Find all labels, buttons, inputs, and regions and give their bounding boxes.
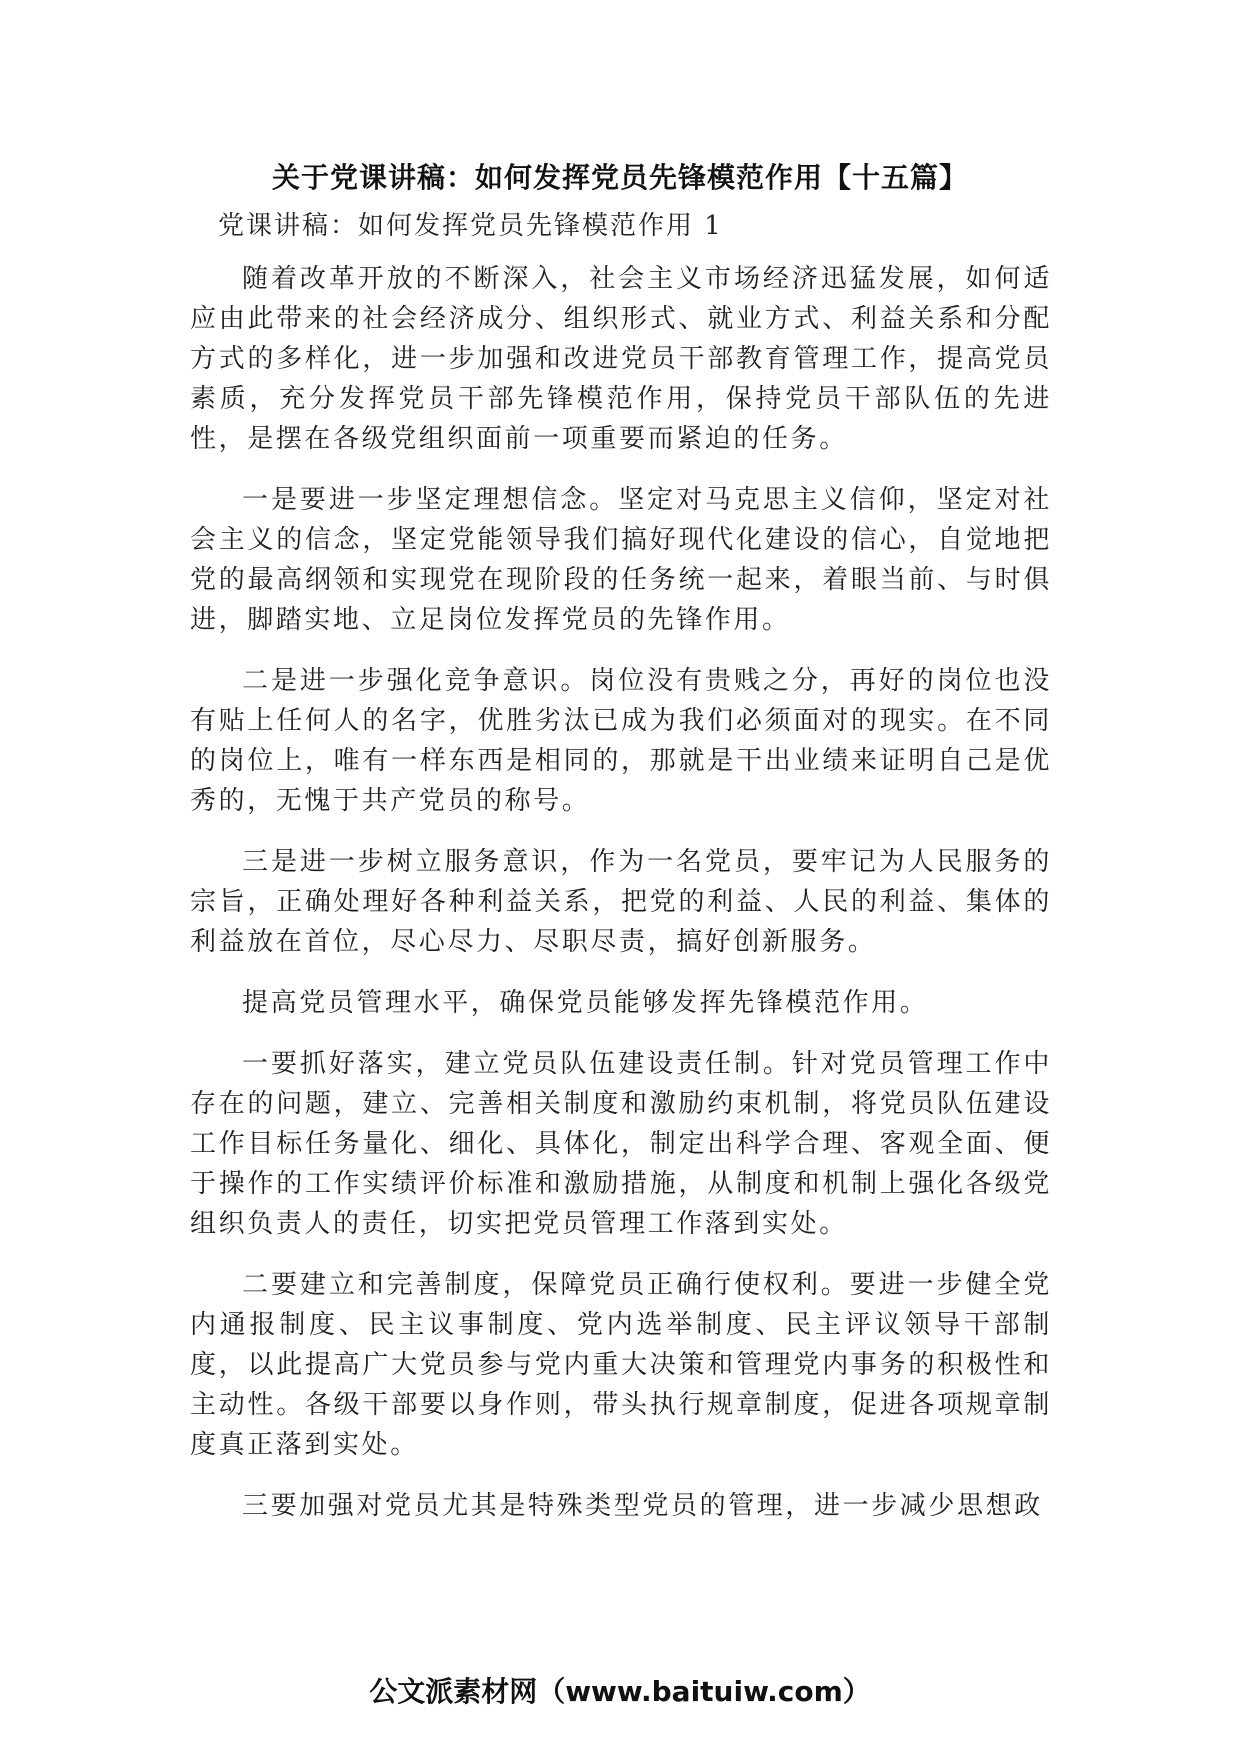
document-body — [190, 259, 1052, 1547]
body-paragraph: 三是进一步树立服务意识，作为一名党员，要牢记为人民服务的宗旨，正确处理好各种利益关系，把党的利益、人民的利益、集体的利益放在首位，尽心尽力、尽职尽责，搞好创新服务。 — [190, 847, 1052, 957]
footer-watermark: 公文派素材网（www.baituiw.com） — [369, 1675, 871, 1708]
document-subtitle: 党课讲稿：如何发挥党员先锋模范作用 1 — [218, 211, 723, 241]
body-paragraph: 三要加强对党员尤其是特殊类型党员的管理，进一步减少思想政 — [242, 1491, 1043, 1521]
body-paragraph: 一是要进一步坚定理想信念。坚定对马克思主义信仰，坚定对社会主义的信念，坚定党能领导我们搞好现代化建设的信心，自觉地把党的最高纲领和实现党在现阶段的任务统一起来，着眼当前、与时俱进，脚踏实地、立足岗位发挥党员的先锋作用。 — [190, 485, 1052, 635]
body-paragraph: 随着改革开放的不断深入，社会主义市场经济迅猛发展，如何适应由此带来的社会经济成分、组织形式、就业方式、利益关系和分配方式的多样化，进一步加强和改进党员干部教育管理工作，提高党员素质，充分发挥党员干部先锋模范作用，保持党员干部队伍的先进性，是摆在各级党组织面前一项重要而紧迫的任务。 — [190, 264, 1052, 454]
document-title: 关于党课讲稿：如何发挥党员先锋模范作用【十五篇】 — [271, 161, 968, 194]
body-paragraph: 提高党员管理水平，确保党员能够发挥先锋模范作用。 — [242, 988, 929, 1018]
body-paragraph: 二是进一步强化竞争意识。岗位没有贵贱之分，再好的岗位也没有贴上任何人的名字，优胜劣汰已成为我们必须面对的现实。在不同的岗位上，唯有一样东西是相同的，那就是干出业绩来证明自己是优秀的，无愧于共产党员的称号。 — [190, 666, 1052, 816]
body-paragraph: 一要抓好落实，建立党员队伍建设责任制。针对党员管理工作中存在的问题，建立、完善相关制度和激励约束机制，将党员队伍建设工作目标任务量化、细化、具体化，制定出科学合理、客观全面、便于操作的工作实绩评价标准和激励措施，从制度和机制上强化各级党组织负责人的责任，切实把党员管理工作落到实处。 — [190, 1049, 1052, 1239]
body-paragraph: 二要建立和完善制度，保障党员正确行使权利。要进一步健全党内通报制度、民主议事制度、党内选举制度、民主评议领导干部制度，以此提高广大党员参与党内重大决策和管理党内事务的积极性和主动性。各级干部要以身作则，带头执行规章制度，促进各项规章制度真正落到实处。 — [190, 1270, 1052, 1460]
